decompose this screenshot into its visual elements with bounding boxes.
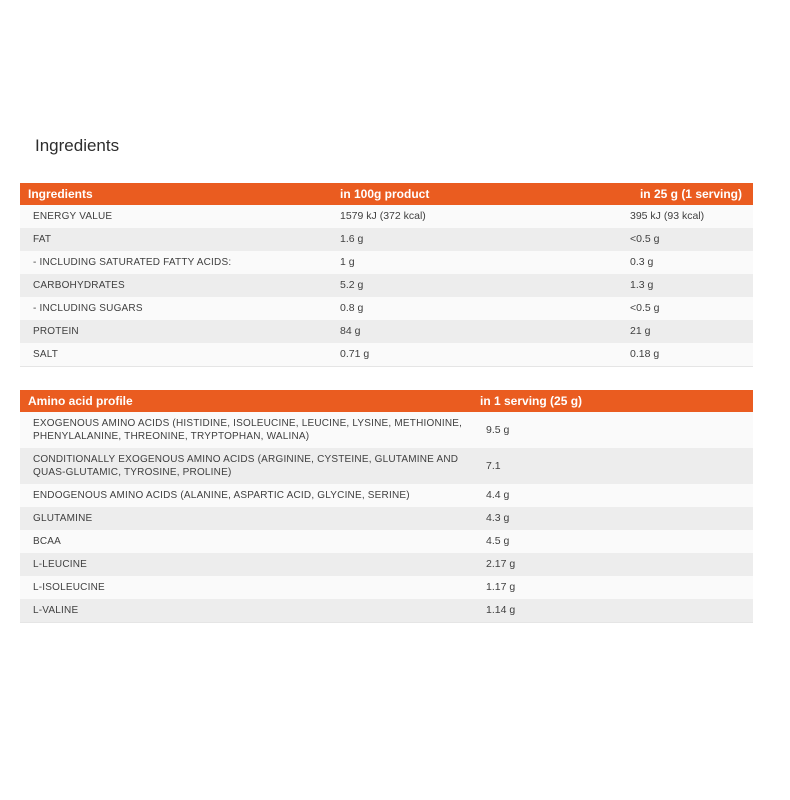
table-row [20, 228, 753, 251]
amino-value: 4.3 g [480, 507, 753, 530]
amino-label: ENDOGENOUS AMINO ACIDS (ALANINE, ASPARTIC ACID, GLYCINE, SERINE) [20, 484, 480, 507]
header-per-serving-25g: in 1 serving (25 g) [480, 390, 753, 412]
header-ingredients: Ingredients [20, 183, 340, 205]
amino-label: L-ISOLEUCINE [20, 576, 480, 599]
header-amino-profile: Amino acid profile [20, 390, 480, 412]
value-per-serving: 0.3 g [630, 251, 753, 274]
value-per-100g: 5.2 g [340, 274, 630, 297]
amino-value: 1.17 g [480, 576, 753, 599]
table-row [20, 484, 753, 507]
ingredient-label: SALT [20, 343, 340, 367]
header-row [20, 183, 753, 205]
header-row [20, 390, 753, 412]
ingredient-label: ENERGY VALUE [20, 205, 340, 228]
table-row [20, 448, 753, 484]
amino-label: CONDITIONALLY EXOGENOUS AMINO ACIDS (ARGININE, CYSTEINE, GLUTAMINE AND QUAS-GLUTAMIC, TYROSINE, PROLINE) [20, 448, 480, 484]
table-row [20, 274, 753, 297]
ingredient-label: - INCLUDING SATURATED FATTY ACIDS: [20, 251, 340, 274]
table-row [20, 343, 753, 367]
value-per-100g: 0.71 g [340, 343, 630, 367]
value-per-serving: 0.18 g [630, 343, 753, 367]
nutrition-table-header [20, 183, 753, 205]
header-per-100g: in 100g product [340, 183, 630, 205]
ingredient-label: FAT [20, 228, 340, 251]
table-row [20, 576, 753, 599]
amino-value: 1.14 g [480, 599, 753, 623]
amino-value: 2.17 g [480, 553, 753, 576]
nutrition-table-body [20, 205, 753, 367]
amino-value: 7.1 [480, 448, 753, 484]
table-row [20, 251, 753, 274]
ingredient-label: CARBOHYDRATES [20, 274, 340, 297]
table-row [20, 205, 753, 228]
value-per-serving: <0.5 g [630, 297, 753, 320]
amino-value: 9.5 g [480, 412, 753, 448]
table-row [20, 553, 753, 576]
amino-table-body [20, 412, 753, 623]
ingredient-label: - INCLUDING SUGARS [20, 297, 340, 320]
amino-label: BCAA [20, 530, 480, 553]
value-per-100g: 1579 kJ (372 kcal) [340, 205, 630, 228]
ingredient-label: PROTEIN [20, 320, 340, 343]
value-per-100g: 84 g [340, 320, 630, 343]
section-title: Ingredients [35, 136, 120, 155]
value-per-100g: 1.6 g [340, 228, 630, 251]
amino-value: 4.4 g [480, 484, 753, 507]
value-per-100g: 1 g [340, 251, 630, 274]
value-per-serving: <0.5 g [630, 228, 753, 251]
amino-value: 4.5 g [480, 530, 753, 553]
amino-label: GLUTAMINE [20, 507, 480, 530]
table-row [20, 320, 753, 343]
amino-label: EXOGENOUS AMINO ACIDS (HISTIDINE, ISOLEUCINE, LEUCINE, LYSINE, METHIONINE, PHENYLALANINE, THREONINE, TRYPTOPHAN, WALINA) [20, 412, 480, 448]
table-row [20, 412, 753, 448]
table-row [20, 530, 753, 553]
amino-table-header [20, 390, 753, 412]
amino-acid-table [20, 390, 753, 623]
header-per-serving: in 25 g (1 serving) [630, 183, 753, 205]
value-per-100g: 0.8 g [340, 297, 630, 320]
amino-label: L-LEUCINE [20, 553, 480, 576]
table-row [20, 297, 753, 320]
table-row [20, 507, 753, 530]
table-row [20, 599, 753, 623]
amino-label: L-VALINE [20, 599, 480, 623]
value-per-serving: 1.3 g [630, 274, 753, 297]
value-per-serving: 21 g [630, 320, 753, 343]
value-per-serving: 395 kJ (93 kcal) [630, 205, 753, 228]
nutrition-table [20, 183, 753, 367]
